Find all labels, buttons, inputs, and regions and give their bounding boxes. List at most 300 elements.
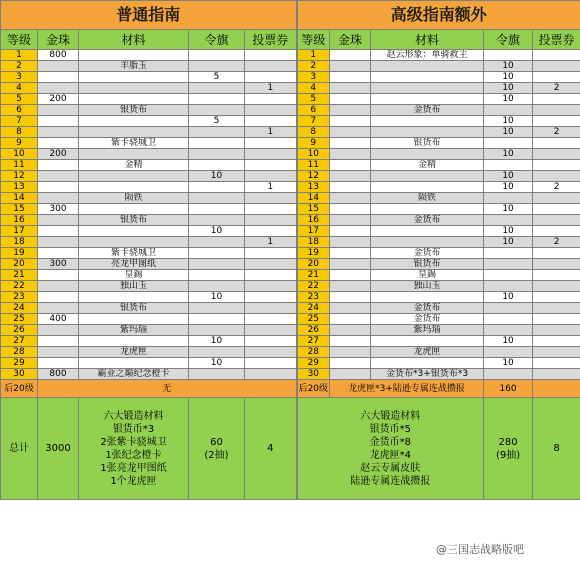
level-cell: 1 bbox=[1, 50, 38, 61]
ticket-cell-adv bbox=[533, 116, 580, 127]
ticket-cell bbox=[245, 292, 297, 303]
gold-cell-adv bbox=[330, 193, 371, 204]
material-cell bbox=[79, 237, 189, 248]
table-row bbox=[1, 336, 580, 347]
flag-cell-adv: 10 bbox=[484, 182, 533, 193]
gold-cell bbox=[38, 193, 79, 204]
level-cell-adv: 14 bbox=[297, 193, 330, 204]
flag-cell-adv bbox=[484, 347, 533, 358]
level-cell: 9 bbox=[1, 138, 38, 149]
table-row bbox=[1, 160, 580, 171]
material-cell: 羊脂玉 bbox=[79, 61, 189, 72]
flag-cell-adv: 10 bbox=[484, 226, 533, 237]
gold-cell bbox=[38, 127, 79, 138]
ticket-cell-adv bbox=[533, 215, 580, 226]
flag-cell: 10 bbox=[189, 292, 245, 303]
after20-right-text: 龙虎匣*3+陆逊专属连战攒报 bbox=[330, 380, 484, 398]
level-cell-adv: 1 bbox=[297, 50, 330, 61]
flag-cell-adv bbox=[484, 314, 533, 325]
table-row bbox=[1, 72, 580, 83]
total-gold: 3000 bbox=[38, 398, 79, 500]
flag-cell-adv bbox=[484, 160, 533, 171]
flag-cell-adv: 10 bbox=[484, 83, 533, 94]
level-cell-adv: 8 bbox=[297, 127, 330, 138]
material-cell-adv: 皇錫 bbox=[371, 270, 484, 281]
flag-cell-adv: 10 bbox=[484, 149, 533, 160]
table-row bbox=[1, 314, 580, 325]
table-row bbox=[1, 61, 580, 72]
material-cell-adv bbox=[371, 127, 484, 138]
ticket-cell bbox=[245, 193, 297, 204]
ticket-cell-adv: 2 bbox=[533, 237, 580, 248]
ticket-cell bbox=[245, 369, 297, 380]
ticket-cell bbox=[245, 138, 297, 149]
table-row bbox=[1, 149, 580, 160]
level-cell: 22 bbox=[1, 281, 38, 292]
table-row bbox=[1, 138, 580, 149]
level-cell-adv: 12 bbox=[297, 171, 330, 182]
total-row bbox=[1, 398, 580, 500]
flag-cell-adv: 10 bbox=[484, 61, 533, 72]
gold-cell: 400 bbox=[38, 314, 79, 325]
gold-cell bbox=[38, 237, 79, 248]
gold-cell-adv bbox=[330, 369, 371, 380]
flag-cell-adv bbox=[484, 248, 533, 259]
level-cell: 3 bbox=[1, 72, 38, 83]
gold-cell: 800 bbox=[38, 50, 79, 61]
ticket-cell bbox=[245, 303, 297, 314]
level-cell: 20 bbox=[1, 259, 38, 270]
gold-cell: 300 bbox=[38, 259, 79, 270]
material-cell-adv: 银货布 bbox=[371, 259, 484, 270]
material-cell bbox=[79, 149, 189, 160]
flag-cell bbox=[189, 259, 245, 270]
material-cell-adv: 金货布 bbox=[371, 215, 484, 226]
table-row bbox=[1, 303, 580, 314]
level-cell-adv: 27 bbox=[297, 336, 330, 347]
flag-cell-adv bbox=[484, 281, 533, 292]
material-cell bbox=[79, 336, 189, 347]
table-row bbox=[1, 116, 580, 127]
after20-left-text: 无 bbox=[38, 380, 297, 398]
header-ticket-adv: 投票券 bbox=[533, 30, 580, 50]
table-row bbox=[1, 127, 580, 138]
ticket-cell-adv bbox=[533, 303, 580, 314]
flag-cell bbox=[189, 215, 245, 226]
ticket-cell-adv bbox=[533, 248, 580, 259]
material-cell: 银货布 bbox=[79, 215, 189, 226]
material-cell: 亮龙甲图纸 bbox=[79, 259, 189, 270]
gold-cell-adv bbox=[330, 215, 371, 226]
level-cell: 6 bbox=[1, 105, 38, 116]
ticket-cell bbox=[245, 61, 297, 72]
gold-cell: 800 bbox=[38, 369, 79, 380]
ticket-cell-adv bbox=[533, 138, 580, 149]
level-cell-adv: 24 bbox=[297, 303, 330, 314]
gold-cell bbox=[38, 182, 79, 193]
ticket-cell bbox=[245, 358, 297, 369]
level-cell: 24 bbox=[1, 303, 38, 314]
material-cell-adv: 金精 bbox=[371, 160, 484, 171]
flag-cell-adv bbox=[484, 325, 533, 336]
level-cell: 7 bbox=[1, 116, 38, 127]
ticket-cell bbox=[245, 149, 297, 160]
table-row bbox=[1, 259, 580, 270]
level-cell: 15 bbox=[1, 204, 38, 215]
flag-cell-adv: 10 bbox=[484, 358, 533, 369]
level-cell-adv: 3 bbox=[297, 72, 330, 83]
level-cell-adv: 29 bbox=[297, 358, 330, 369]
flag-cell-adv: 10 bbox=[484, 94, 533, 105]
table-row bbox=[1, 292, 580, 303]
ticket-cell bbox=[245, 50, 297, 61]
level-cell: 23 bbox=[1, 292, 38, 303]
material-cell bbox=[79, 94, 189, 105]
ticket-cell-adv bbox=[533, 94, 580, 105]
gold-cell bbox=[38, 270, 79, 281]
material-cell-adv bbox=[371, 204, 484, 215]
flag-cell-adv: 10 bbox=[484, 72, 533, 83]
ticket-cell bbox=[245, 248, 297, 259]
header-flag: 令旗 bbox=[189, 30, 245, 50]
gold-cell bbox=[38, 303, 79, 314]
flag-cell bbox=[189, 182, 245, 193]
ticket-cell-adv bbox=[533, 204, 580, 215]
material-cell-adv: 龙虎匣 bbox=[371, 347, 484, 358]
material-cell bbox=[79, 358, 189, 369]
total-left-materials: 六大锻造材料 银货币*3 2张紫卡骁城卫 1张纪念橙卡 1张亮龙甲图纸 1个龙虎匣 bbox=[79, 398, 189, 500]
material-cell: 陨铁 bbox=[79, 193, 189, 204]
gold-cell-adv bbox=[330, 138, 371, 149]
material-cell: 霸业之巅纪念橙卡 bbox=[79, 369, 189, 380]
level-cell: 18 bbox=[1, 237, 38, 248]
ticket-cell bbox=[245, 259, 297, 270]
flag-cell-adv bbox=[484, 105, 533, 116]
gold-cell-adv bbox=[330, 127, 371, 138]
header-level-adv: 等级 bbox=[297, 30, 330, 50]
flag-cell-adv bbox=[484, 270, 533, 281]
ticket-cell-adv bbox=[533, 149, 580, 160]
table-row bbox=[1, 226, 580, 237]
header-flag-adv: 令旗 bbox=[484, 30, 533, 50]
gold-cell-adv bbox=[330, 72, 371, 83]
after20-label: 后20级 bbox=[1, 380, 38, 398]
gold-cell bbox=[38, 281, 79, 292]
level-cell: 2 bbox=[1, 61, 38, 72]
flag-cell-adv bbox=[484, 193, 533, 204]
material-cell-adv bbox=[371, 149, 484, 160]
flag-cell bbox=[189, 83, 245, 94]
level-cell-adv: 2 bbox=[297, 61, 330, 72]
flag-cell bbox=[189, 347, 245, 358]
table-row bbox=[1, 358, 580, 369]
ticket-cell-adv bbox=[533, 171, 580, 182]
level-cell-adv: 13 bbox=[297, 182, 330, 193]
flag-cell: 5 bbox=[189, 116, 245, 127]
material-cell: 金精 bbox=[79, 160, 189, 171]
gold-cell-adv bbox=[330, 61, 371, 72]
ticket-cell-adv bbox=[533, 259, 580, 270]
ticket-cell bbox=[245, 204, 297, 215]
material-cell bbox=[79, 171, 189, 182]
table-row bbox=[1, 50, 580, 61]
ticket-cell-adv bbox=[533, 61, 580, 72]
ticket-cell-adv bbox=[533, 314, 580, 325]
level-cell: 14 bbox=[1, 193, 38, 204]
flag-cell-adv: 10 bbox=[484, 116, 533, 127]
gold-cell-adv bbox=[330, 248, 371, 259]
gold-cell-adv bbox=[330, 303, 371, 314]
level-cell: 5 bbox=[1, 94, 38, 105]
flag-cell-adv: 10 bbox=[484, 336, 533, 347]
level-cell-adv: 18 bbox=[297, 237, 330, 248]
material-cell-adv bbox=[371, 83, 484, 94]
flag-cell bbox=[189, 248, 245, 259]
level-cell: 8 bbox=[1, 127, 38, 138]
ticket-cell bbox=[245, 160, 297, 171]
flag-cell-adv: 10 bbox=[484, 127, 533, 138]
header-gold-adv: 金珠 bbox=[330, 30, 371, 50]
gold-cell-adv bbox=[330, 116, 371, 127]
ticket-cell: 1 bbox=[245, 237, 297, 248]
material-cell: 银货布 bbox=[79, 105, 189, 116]
flag-cell-adv bbox=[484, 259, 533, 270]
gold-cell-adv bbox=[330, 182, 371, 193]
flag-cell bbox=[189, 160, 245, 171]
ticket-cell-adv bbox=[533, 325, 580, 336]
ticket-cell bbox=[245, 105, 297, 116]
flag-cell bbox=[189, 61, 245, 72]
gold-cell bbox=[38, 83, 79, 94]
table-row bbox=[1, 182, 580, 193]
ticket-cell bbox=[245, 314, 297, 325]
flag-cell-adv bbox=[484, 369, 533, 380]
table-row bbox=[1, 281, 580, 292]
flag-cell-adv: 10 bbox=[484, 292, 533, 303]
material-cell: 独山玉 bbox=[79, 281, 189, 292]
level-cell-adv: 7 bbox=[297, 116, 330, 127]
gold-cell: 200 bbox=[38, 94, 79, 105]
table-row bbox=[1, 270, 580, 281]
level-cell-adv: 26 bbox=[297, 325, 330, 336]
table-row bbox=[1, 369, 580, 380]
gold-cell bbox=[38, 358, 79, 369]
gold-cell bbox=[38, 138, 79, 149]
level-cell-adv: 28 bbox=[297, 347, 330, 358]
level-cell-adv: 4 bbox=[297, 83, 330, 94]
material-cell-adv bbox=[371, 358, 484, 369]
level-cell: 28 bbox=[1, 347, 38, 358]
ticket-cell bbox=[245, 281, 297, 292]
flag-cell-adv: 10 bbox=[484, 204, 533, 215]
ticket-cell bbox=[245, 336, 297, 347]
material-cell-adv: 金货布 bbox=[371, 105, 484, 116]
level-cell-adv: 5 bbox=[297, 94, 330, 105]
gold-cell bbox=[38, 325, 79, 336]
material-cell: 紫卡骁城卫 bbox=[79, 138, 189, 149]
material-cell bbox=[79, 50, 189, 61]
gold-cell bbox=[38, 347, 79, 358]
flag-cell bbox=[189, 127, 245, 138]
material-cell: 银货布 bbox=[79, 303, 189, 314]
level-cell: 16 bbox=[1, 215, 38, 226]
level-cell-adv: 22 bbox=[297, 281, 330, 292]
material-cell-adv: 银货布 bbox=[371, 138, 484, 149]
total-label: 总计 bbox=[1, 398, 38, 500]
ticket-cell bbox=[245, 116, 297, 127]
level-cell: 21 bbox=[1, 270, 38, 281]
ticket-cell bbox=[245, 215, 297, 226]
header-material: 材料 bbox=[79, 30, 189, 50]
total-left-ticket: 4 bbox=[245, 398, 297, 500]
flag-cell bbox=[189, 193, 245, 204]
material-cell-adv: 陨铁 bbox=[371, 193, 484, 204]
level-cell-adv: 17 bbox=[297, 226, 330, 237]
gold-cell-adv bbox=[330, 171, 371, 182]
level-cell-adv: 15 bbox=[297, 204, 330, 215]
header-level: 等级 bbox=[1, 30, 38, 50]
material-cell-adv: 紫玛瑙 bbox=[371, 325, 484, 336]
flag-cell bbox=[189, 94, 245, 105]
normal-guide-title: 普通指南 bbox=[1, 1, 297, 30]
flag-cell-adv bbox=[484, 303, 533, 314]
flag-cell: 10 bbox=[189, 336, 245, 347]
total-right-materials: 六大锻造材料 银货币*5 金货币*8 龙虎匣*4 赵云专属皮肤 陆逊专属连战攒报 bbox=[297, 398, 484, 500]
gold-cell bbox=[38, 160, 79, 171]
level-cell-adv: 25 bbox=[297, 314, 330, 325]
ticket-cell-adv bbox=[533, 292, 580, 303]
ticket-cell-adv bbox=[533, 347, 580, 358]
level-cell: 26 bbox=[1, 325, 38, 336]
gold-cell-adv bbox=[330, 270, 371, 281]
material-cell-adv bbox=[371, 116, 484, 127]
flag-cell: 10 bbox=[189, 226, 245, 237]
material-cell bbox=[79, 127, 189, 138]
after20-row bbox=[1, 380, 580, 398]
gold-cell-adv bbox=[330, 50, 371, 61]
material-cell: 龙虎匣 bbox=[79, 347, 189, 358]
flag-cell-adv bbox=[484, 50, 533, 61]
material-cell bbox=[79, 314, 189, 325]
material-cell-adv: 赵云形象：单骑救主 bbox=[371, 50, 484, 61]
flag-cell bbox=[189, 325, 245, 336]
ticket-cell: 1 bbox=[245, 127, 297, 138]
header-ticket: 投票券 bbox=[245, 30, 297, 50]
material-cell-adv: 金货布 bbox=[371, 303, 484, 314]
ticket-cell bbox=[245, 347, 297, 358]
gold-cell-adv bbox=[330, 314, 371, 325]
ticket-cell: 1 bbox=[245, 83, 297, 94]
ticket-cell-adv bbox=[533, 270, 580, 281]
level-cell: 4 bbox=[1, 83, 38, 94]
material-cell-adv bbox=[371, 237, 484, 248]
table-row bbox=[1, 83, 580, 94]
gold-cell bbox=[38, 226, 79, 237]
watermark: @三国志战略版吧 bbox=[436, 543, 524, 556]
level-cell-adv: 20 bbox=[297, 259, 330, 270]
ticket-cell: 1 bbox=[245, 182, 297, 193]
ticket-cell bbox=[245, 94, 297, 105]
gold-cell bbox=[38, 215, 79, 226]
gold-cell-adv bbox=[330, 259, 371, 270]
flag-cell bbox=[189, 105, 245, 116]
material-cell bbox=[79, 83, 189, 94]
flag-cell bbox=[189, 138, 245, 149]
ticket-cell-adv bbox=[533, 336, 580, 347]
gold-cell-adv bbox=[330, 83, 371, 94]
level-cell: 19 bbox=[1, 248, 38, 259]
level-cell-adv: 10 bbox=[297, 149, 330, 160]
table-row bbox=[1, 204, 580, 215]
total-right-ticket: 8 bbox=[533, 398, 580, 500]
level-cell-adv: 30 bbox=[297, 369, 330, 380]
ticket-cell-adv: 2 bbox=[533, 182, 580, 193]
ticket-cell bbox=[245, 325, 297, 336]
flag-cell bbox=[189, 50, 245, 61]
table-row bbox=[1, 347, 580, 358]
table-row bbox=[1, 215, 580, 226]
gold-cell-adv bbox=[330, 237, 371, 248]
advanced-guide-title: 高级指南额外 bbox=[297, 1, 580, 30]
ticket-cell-adv bbox=[533, 226, 580, 237]
gold-cell-adv bbox=[330, 149, 371, 160]
gold-cell bbox=[38, 116, 79, 127]
material-cell-adv: 金货布 bbox=[371, 314, 484, 325]
header-row bbox=[1, 30, 580, 50]
table-row bbox=[1, 94, 580, 105]
material-cell bbox=[79, 292, 189, 303]
level-cell: 17 bbox=[1, 226, 38, 237]
material-cell-adv bbox=[371, 72, 484, 83]
material-cell-adv bbox=[371, 61, 484, 72]
total-right-flag: 280 (9抽) bbox=[484, 398, 533, 500]
level-cell-adv: 16 bbox=[297, 215, 330, 226]
gold-cell-adv bbox=[330, 358, 371, 369]
gold-cell-adv bbox=[330, 347, 371, 358]
table-row bbox=[1, 325, 580, 336]
material-cell-adv: 金货布*3+银货布*3 bbox=[371, 369, 484, 380]
after20-label-adv: 后20级 bbox=[297, 380, 330, 398]
level-cell: 12 bbox=[1, 171, 38, 182]
gold-cell: 300 bbox=[38, 204, 79, 215]
table-row bbox=[1, 237, 580, 248]
gold-cell-adv bbox=[330, 160, 371, 171]
level-cell: 13 bbox=[1, 182, 38, 193]
title-row bbox=[1, 1, 580, 30]
flag-cell: 5 bbox=[189, 72, 245, 83]
ticket-cell-adv: 2 bbox=[533, 127, 580, 138]
total-left-flag: 60 (2抽) bbox=[189, 398, 245, 500]
gold-cell-adv bbox=[330, 226, 371, 237]
flag-cell bbox=[189, 314, 245, 325]
material-cell-adv: 独山玉 bbox=[371, 281, 484, 292]
level-cell-adv: 9 bbox=[297, 138, 330, 149]
flag-cell-adv: 10 bbox=[484, 171, 533, 182]
material-cell-adv: 金货布 bbox=[371, 248, 484, 259]
flag-cell: 10 bbox=[189, 358, 245, 369]
level-cell: 25 bbox=[1, 314, 38, 325]
after20-right-flag: 160 bbox=[484, 380, 533, 398]
flag-cell bbox=[189, 281, 245, 292]
flag-cell: 10 bbox=[189, 171, 245, 182]
material-cell-adv bbox=[371, 171, 484, 182]
gold-cell: 200 bbox=[38, 149, 79, 160]
material-cell bbox=[79, 204, 189, 215]
gold-cell-adv bbox=[330, 292, 371, 303]
gold-cell bbox=[38, 61, 79, 72]
flag-cell bbox=[189, 270, 245, 281]
ticket-cell-adv bbox=[533, 281, 580, 292]
